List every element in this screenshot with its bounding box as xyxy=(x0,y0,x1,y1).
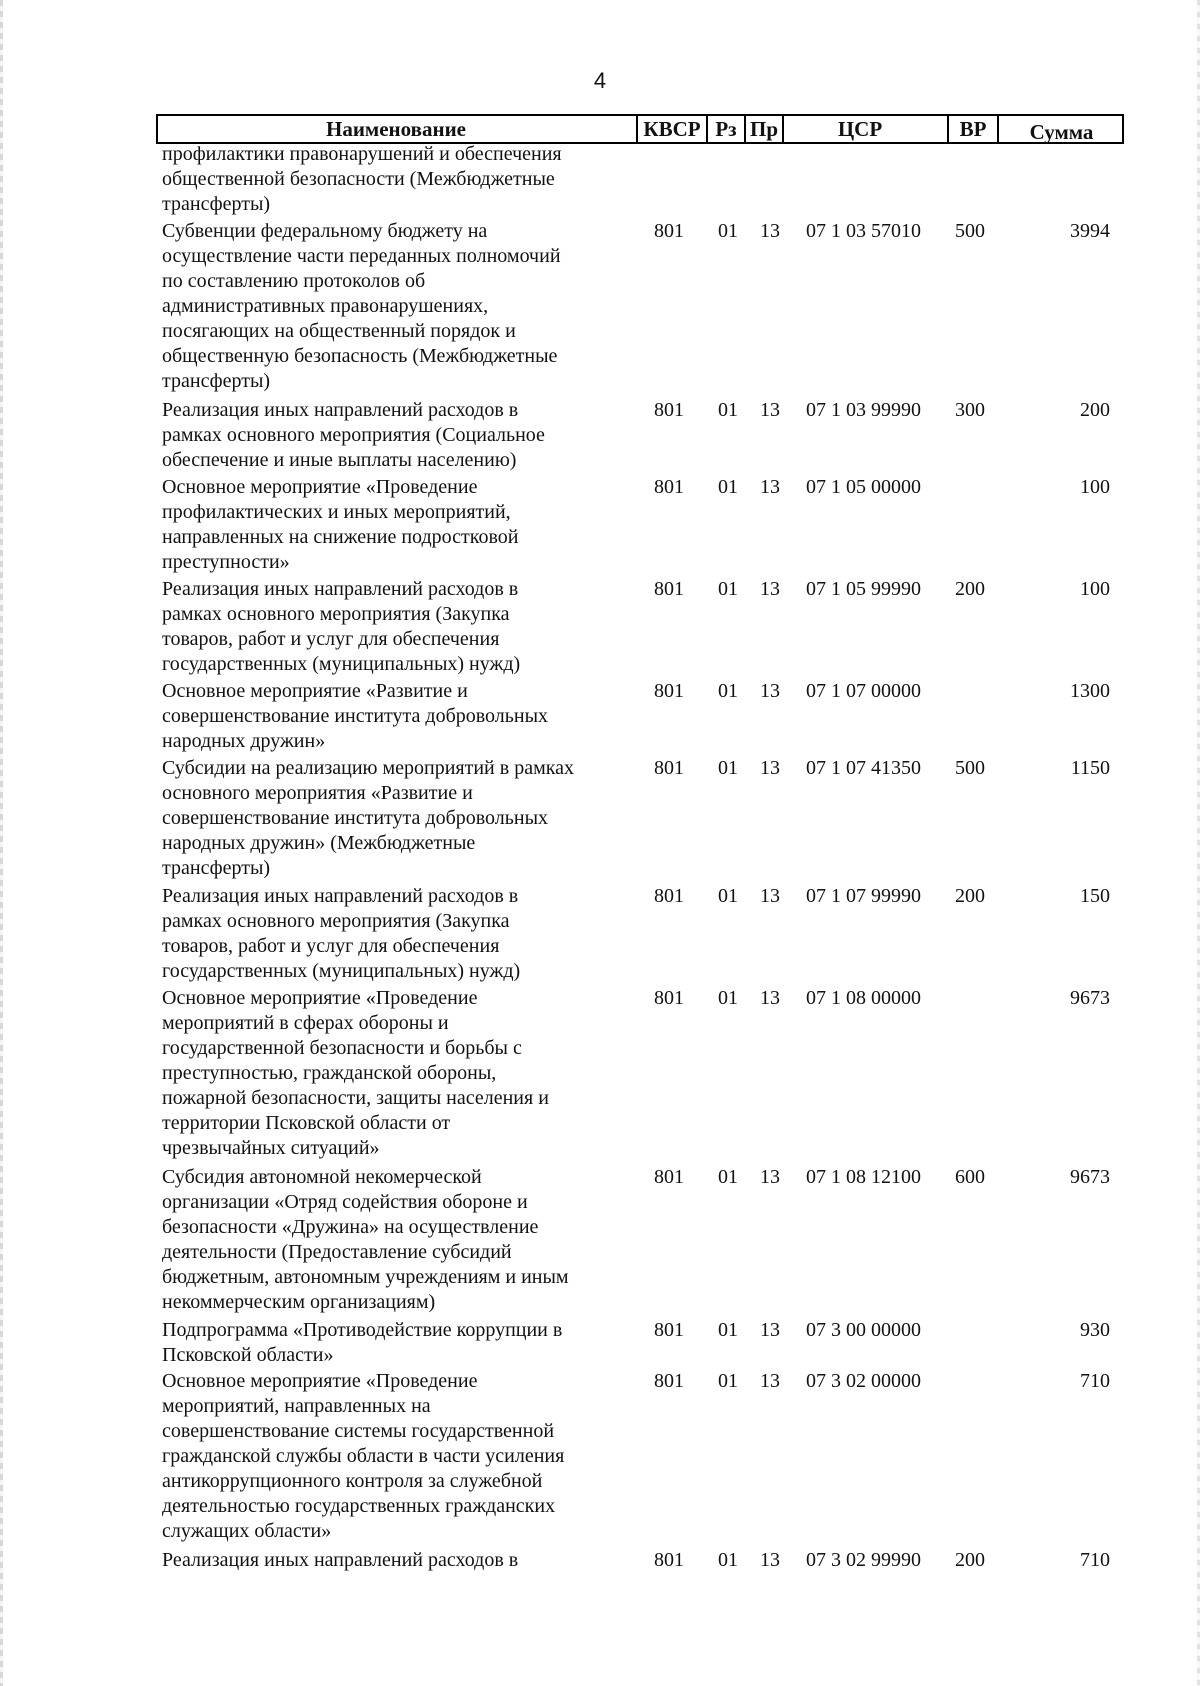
row-csr: 07 1 08 00000 xyxy=(806,987,921,1009)
header-name: Наименование xyxy=(326,116,466,141)
row-pr: 13 xyxy=(760,578,780,600)
row-sum: 710 xyxy=(1080,1370,1110,1392)
row-pr: 13 xyxy=(760,987,780,1009)
row-csr: 07 3 02 00000 xyxy=(806,1370,921,1392)
row-name: Реализация иных направлений расходов в рамках основного мероприятия (Закупка товаров, работ и услуг для обеспечения государственных (муниципальных) нужд) xyxy=(162,578,521,675)
row-csr: 07 1 07 41350 xyxy=(806,757,921,779)
row-name: профилактики правонарушений и обеспечения общественной безопасности (Межбюджетные трансферты) xyxy=(162,143,562,215)
header-kvsr: КВСР xyxy=(636,116,706,142)
row-name: Субсидии на реализацию мероприятий в рамках основного мероприятия «Развитие и совершенствование института добровольных народных дружин» (Межбюджетные трансферты) xyxy=(162,757,575,879)
row-vr: 300 xyxy=(955,399,985,421)
header-csr: ЦСР xyxy=(837,116,883,141)
row-name: Основное мероприятие «Развитие и совершенствование института добровольных народных дружин» xyxy=(162,680,549,752)
table-row xyxy=(0,1369,1200,1548)
row-sum: 9673 xyxy=(1070,1166,1110,1188)
row-pr: 13 xyxy=(760,1319,780,1341)
row-name: Основное мероприятие «Проведение мероприятий, направленных на совершенствование системы государственной гражданской службы области в части усиления антикоррупционного контроля за служебной деятельностью государственных гражданских служащих области» xyxy=(162,1370,565,1542)
row-csr: 07 1 05 99990 xyxy=(806,578,921,600)
row-pr: 13 xyxy=(760,757,780,779)
table-row xyxy=(0,577,1200,679)
row-pr: 13 xyxy=(760,220,780,242)
row-rz: 01 xyxy=(718,476,738,498)
row-vr: 200 xyxy=(955,885,985,907)
row-kvsr: 801 xyxy=(654,399,684,421)
row-rz: 01 xyxy=(718,1549,738,1571)
row-csr: 07 1 07 99990 xyxy=(806,885,921,907)
row-kvsr: 801 xyxy=(654,1319,684,1341)
row-sum: 100 xyxy=(1080,578,1110,600)
row-rz: 01 xyxy=(718,1166,738,1188)
row-sum: 200 xyxy=(1080,399,1110,421)
table-row xyxy=(0,142,1200,219)
row-csr: 07 3 00 00000 xyxy=(806,1319,921,1341)
page-number: 4 xyxy=(593,68,607,93)
table-row xyxy=(0,475,1200,577)
row-sum: 100 xyxy=(1080,476,1110,498)
table-row xyxy=(0,219,1200,398)
row-rz: 01 xyxy=(718,1370,738,1392)
row-kvsr: 801 xyxy=(654,220,684,242)
row-kvsr: 801 xyxy=(654,885,684,907)
row-pr: 13 xyxy=(760,1370,780,1392)
table-row xyxy=(0,1318,1200,1369)
row-pr: 13 xyxy=(760,680,780,702)
row-sum: 3994 xyxy=(1070,220,1110,242)
row-rz: 01 xyxy=(718,757,738,779)
row-vr: 500 xyxy=(955,757,985,779)
table-row xyxy=(0,884,1200,986)
row-pr: 13 xyxy=(760,476,780,498)
row-csr: 07 1 07 00000 xyxy=(806,680,921,702)
table-row xyxy=(0,1548,1200,1578)
row-vr: 200 xyxy=(955,1549,985,1571)
row-kvsr: 801 xyxy=(654,987,684,1009)
row-name: Основное мероприятие «Проведение профилактических и иных мероприятий, направленных на снижение подростковой преступности» xyxy=(162,476,519,573)
row-rz: 01 xyxy=(718,1319,738,1341)
row-vr: 200 xyxy=(955,578,985,600)
row-kvsr: 801 xyxy=(654,1166,684,1188)
row-sum: 1300 xyxy=(1070,680,1110,702)
table-row xyxy=(0,986,1200,1165)
row-kvsr: 801 xyxy=(654,578,684,600)
row-pr: 13 xyxy=(760,399,780,421)
row-csr: 07 3 02 99990 xyxy=(806,1549,921,1571)
row-vr: 500 xyxy=(955,220,985,242)
row-pr: 13 xyxy=(760,1166,780,1188)
table-row xyxy=(0,1165,1200,1318)
row-sum: 1150 xyxy=(1070,757,1110,779)
row-name: Реализация иных направлений расходов в xyxy=(162,1549,519,1571)
row-name: Реализация иных направлений расходов в рамках основного мероприятия (Социальное обеспечение и иные выплаты населению) xyxy=(162,399,545,471)
row-name: Субсидия автономной некомерческой организации «Отряд содействия обороне и безопасности «Дружина» на осуществление деятельности (Предоставление субсидий бюджетным, автономным учреждениям и иным некоммерческим организациям) xyxy=(162,1166,569,1313)
row-kvsr: 801 xyxy=(654,1370,684,1392)
table-body xyxy=(0,142,1200,1578)
row-name: Субвенции федеральному бюджету на осуществление части переданных полномочий по составлению протоколов об административных правонарушениях, посягающих на общественный порядок и общественную безопасность (Межбюджетные трансферты) xyxy=(162,220,561,392)
row-kvsr: 801 xyxy=(654,757,684,779)
table-header xyxy=(156,114,1124,144)
row-rz: 01 xyxy=(718,885,738,907)
row-csr: 07 1 03 57010 xyxy=(806,220,921,242)
row-sum: 930 xyxy=(1080,1319,1110,1341)
row-pr: 13 xyxy=(760,1549,780,1571)
header-vr: ВР xyxy=(947,116,999,142)
row-vr: 600 xyxy=(955,1166,985,1188)
row-rz: 01 xyxy=(718,680,738,702)
row-rz: 01 xyxy=(718,578,738,600)
row-sum: 150 xyxy=(1080,885,1110,907)
row-pr: 13 xyxy=(760,885,780,907)
row-rz: 01 xyxy=(718,220,738,242)
row-name: Основное мероприятие «Проведение мероприятий в сферах обороны и государственной безопасности и борьбы с преступностью, гражданской обороны, пожарной безопасности, защиты населения и территории Псковской области от чрезвычайных ситуаций» xyxy=(162,987,549,1159)
row-csr: 07 1 03 99990 xyxy=(806,399,921,421)
row-rz: 01 xyxy=(718,399,738,421)
header-sum: Сумма xyxy=(1029,119,1094,144)
row-kvsr: 801 xyxy=(654,680,684,702)
row-csr: 07 1 05 00000 xyxy=(806,476,921,498)
row-name: Подпрограмма «Противодействие коррупции в Псковской области» xyxy=(162,1319,563,1366)
row-csr: 07 1 08 12100 xyxy=(806,1166,921,1188)
table-row xyxy=(0,756,1200,884)
row-sum: 9673 xyxy=(1070,987,1110,1009)
table-row xyxy=(0,398,1200,475)
row-rz: 01 xyxy=(718,987,738,1009)
row-name: Реализация иных направлений расходов в рамках основного мероприятия (Закупка товаров, работ и услуг для обеспечения государственных (муниципальных) нужд) xyxy=(162,885,521,982)
header-rz: Рз xyxy=(706,116,744,142)
header-pr: Пр xyxy=(744,116,784,142)
row-kvsr: 801 xyxy=(654,476,684,498)
row-sum: 710 xyxy=(1080,1549,1110,1571)
row-kvsr: 801 xyxy=(654,1549,684,1571)
table-row xyxy=(0,679,1200,756)
